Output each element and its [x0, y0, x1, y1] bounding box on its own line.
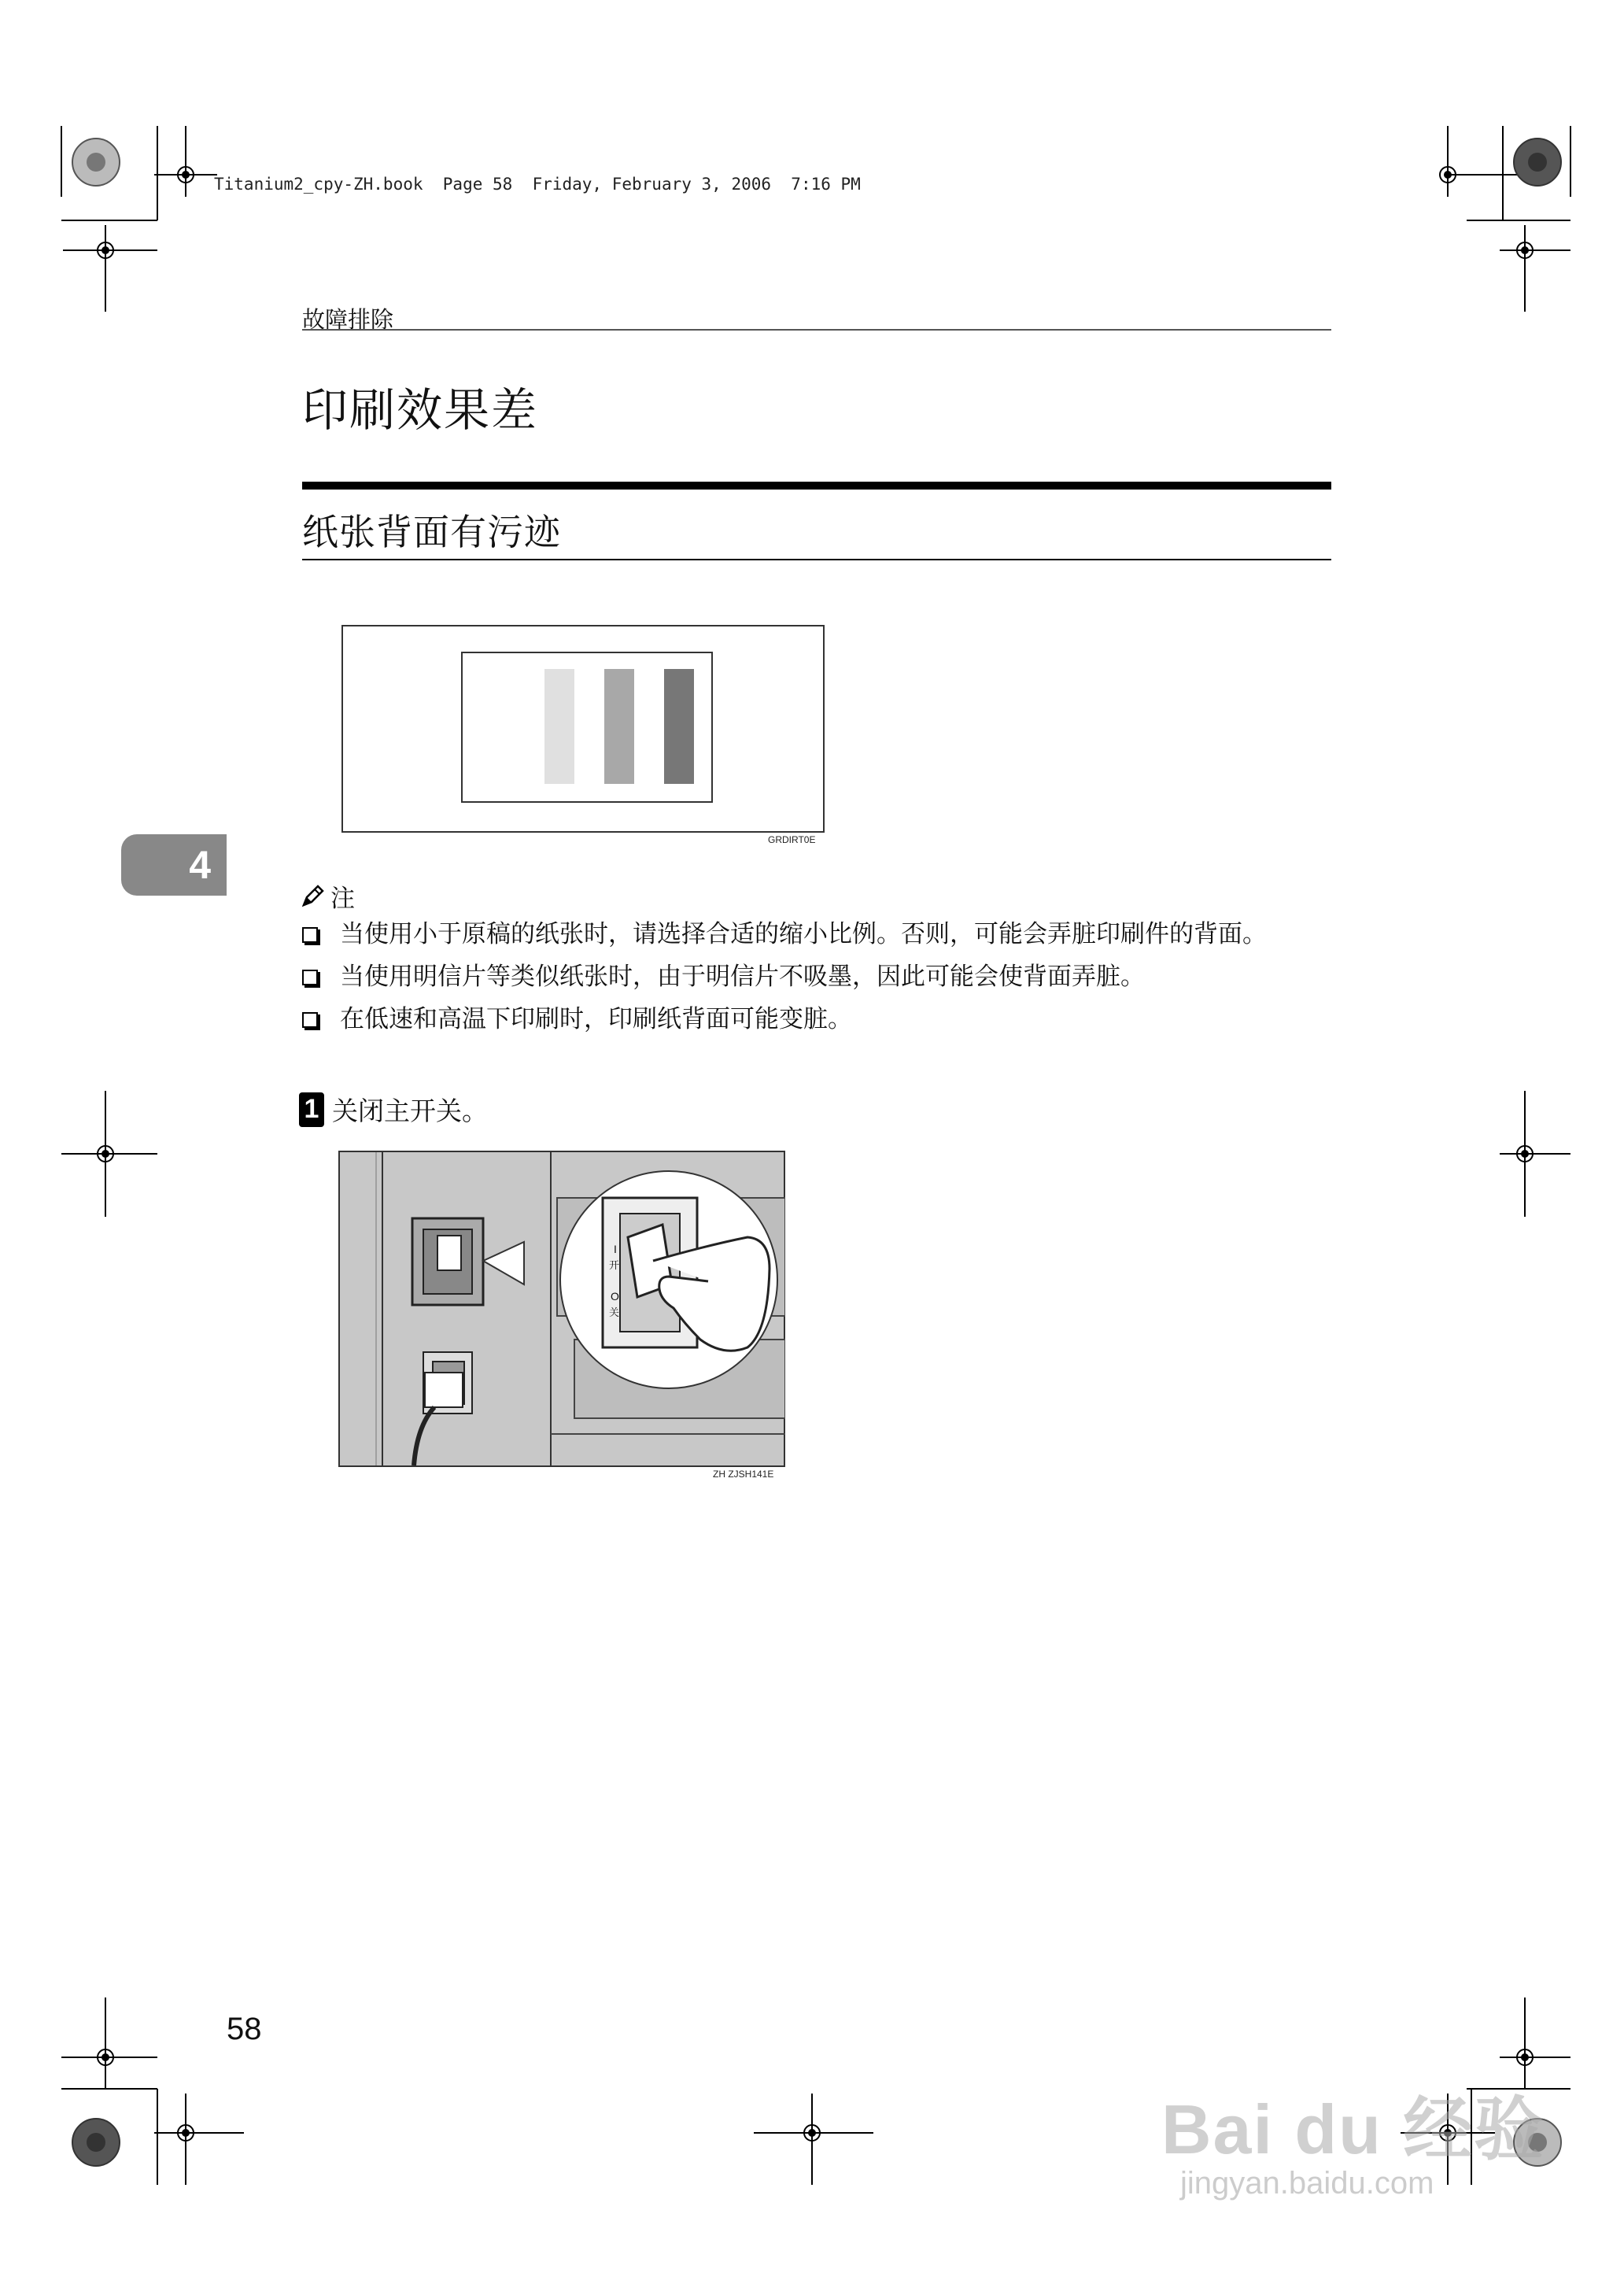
section-label: 故障排除 [302, 306, 394, 333]
print-file-info: Titanium2_cpy-ZH.book Page 58 Friday, February 3, 2006 7:16 PM [214, 175, 861, 194]
note-text: 在低速和高温下印刷时，印刷纸背面可能变脏。 [340, 1005, 852, 1033]
list-item [299, 919, 1338, 949]
step-1 [299, 1091, 488, 1128]
on-label: 开 [609, 1260, 620, 1272]
note-heading-label: 注 [330, 885, 355, 913]
subtitle-divider [302, 559, 1331, 560]
power-switch-figure [338, 1151, 785, 1467]
figure2-code: ZH ZJSH141E [713, 1469, 774, 1480]
title-divider [302, 482, 1331, 490]
section-divider [302, 329, 1331, 331]
smudge-bar-light [544, 669, 574, 784]
page-title: 印刷效果差 [302, 383, 539, 437]
figure1-code: GRDIRT0E [768, 834, 816, 845]
note-text: 当使用小于原稿的纸张时，请选择合适的缩小比例。否则，可能会弄脏印刷件的背面。 [340, 920, 1267, 948]
checkbox-bullet-icon [302, 970, 318, 985]
chapter-tab: 4 [121, 834, 227, 896]
smudge-bar-medium [604, 669, 634, 784]
off-label: 关 [609, 1307, 620, 1319]
checkbox-bullet-icon [302, 1012, 318, 1028]
smudge-bar-dark [664, 669, 694, 784]
paper-sheet [461, 652, 713, 803]
dirty-paper-figure [341, 625, 825, 833]
note-list [299, 919, 1338, 1047]
note-text: 当使用明信片等类似纸张时，由于明信片不吸墨，因此可能会使背面弄脏。 [340, 963, 1145, 991]
subtitle: 纸张背面有污迹 [302, 511, 561, 553]
step-number: 1 [299, 1092, 324, 1127]
on-symbol: I [614, 1243, 617, 1255]
step-text: 关闭主开关。 [332, 1096, 488, 1126]
off-symbol: O [611, 1290, 619, 1303]
note-heading [299, 878, 355, 914]
watermark-logo: Bai du 经验 [1161, 2090, 1545, 2168]
list-item [299, 1004, 1338, 1034]
list-item [299, 962, 1338, 992]
checkbox-bullet-icon [302, 927, 318, 943]
pencil-icon [299, 883, 326, 910]
watermark-url: jingyan.baidu.com [1180, 2166, 1434, 2201]
page-number: 58 [227, 2012, 262, 2046]
